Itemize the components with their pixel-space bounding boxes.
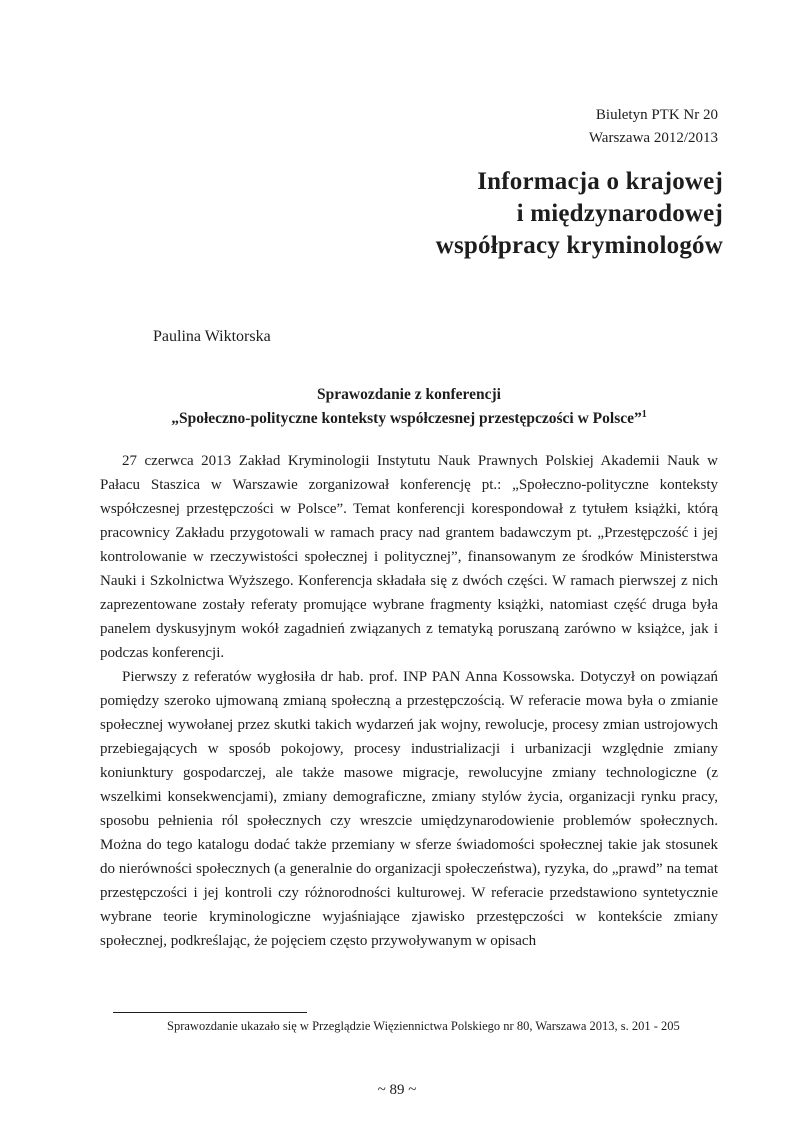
section-heading (100, 383, 718, 431)
bulletin-name: Biuletyn PTK Nr 20 (595, 107, 718, 123)
document-title-line-3: współpracy kryminologów (435, 232, 723, 259)
document-title-line-2: i międzynarodowej (516, 200, 723, 227)
section-heading-line-1: Sprawozdanie z konferencji (317, 386, 501, 403)
author-name: Paulina Wiktorska (153, 328, 271, 345)
bulletin-place-year: Warszawa 2012/2013 (588, 130, 718, 146)
footnote-text: Sprawozdanie ukazało się w Przeglądzie Więziennictwa Polskiego nr 80, Warszawa 2013, s. 201 - 205 (167, 1019, 680, 1033)
document-title-line-1: Informacja o krajowej (477, 168, 723, 195)
document-title (436, 166, 723, 262)
body-paragraph-1: 27 czerwca 2013 Zakład Kryminologii Instytutu Nauk Prawnych Polskiej Akademii Nauk w Pałacu Staszica w Warszawie zorganizował konferencję pt.: „Społeczno-polityczne konteksty współczesnej przestępczości w Polsce”. Temat konferencji korespondował z tytułem książki, którą pracownicy Zakładu przygotowali w ramach pracy nad grantem badawczym pt. „Przestępczość i jej kontrolowanie w rzeczywistości społecznej i politycznej”, finansowanym ze środków Ministerstwa Nauki i Szkolnictwa Wyższego. Konferencja składała się z dwóch części. W ramach pierwszej z nich zaprezentowane zostały referaty promujące wybrane fragmenty książki, natomiast część druga była panelem dyskusyjnym wokół zagadnień związanych z tematyką poruszaną zarówno w książce, jak i podczas konferencji. (100, 453, 718, 661)
footnote-area (113, 1012, 713, 1035)
page-number: ~ 89 ~ (377, 1082, 417, 1098)
body-paragraph-2: Pierwszy z referatów wygłosiła dr hab. prof. INP PAN Anna Kossowska. Dotyczył on powiązań pomiędzy szeroko ujmowaną zmianą społeczną a przestępczością. W referacie mowa była o zmianie społecznej wywołanej przez skutki takich wydarzeń jak wojny, rewolucje, procesy zmian ustrojowych przebiegających w sposób pokojowy, procesy industrializacji i urbanizacji względnie zmiany koniunktury gospodarczej, ale także masowe migracje, rewolucyjne zmiany technologiczne (z wszelkimi konsekwencjami), zmiany demograficzne, zmiany stylów życia, organizacji rynku pracy, sposobu pełnienia ról społecznych czy wreszcie umiędzynarodowienie problemów społecznych. Można do tego katalogu dodać także przemiany w sferze świadomości społecznej takie jak stosunek do nierówności społecznych (a generalnie do organizacji społeczeństwa), ryzyka, do „prawd” na temat przestępczości i jej kontroli czy różnorodności kulturowej. W referacie przedstawiono syntetycznie wybrane teorie kryminologiczne wyjaśniające zjawisko przestępczości w kontekście zmiany społecznej, podkreślając, że pojęciem często przywoływanym w opisach (100, 669, 718, 949)
article-body (100, 449, 718, 953)
footnote-separator-rule (113, 1012, 307, 1013)
conference-title: „Społeczno-polityczne konteksty współczesnej przestępczości w Polsce” (171, 410, 642, 427)
bulletin-header (589, 104, 718, 150)
footnote-reference-mark: 1 (641, 408, 647, 420)
section-heading-line-2 (100, 407, 718, 431)
